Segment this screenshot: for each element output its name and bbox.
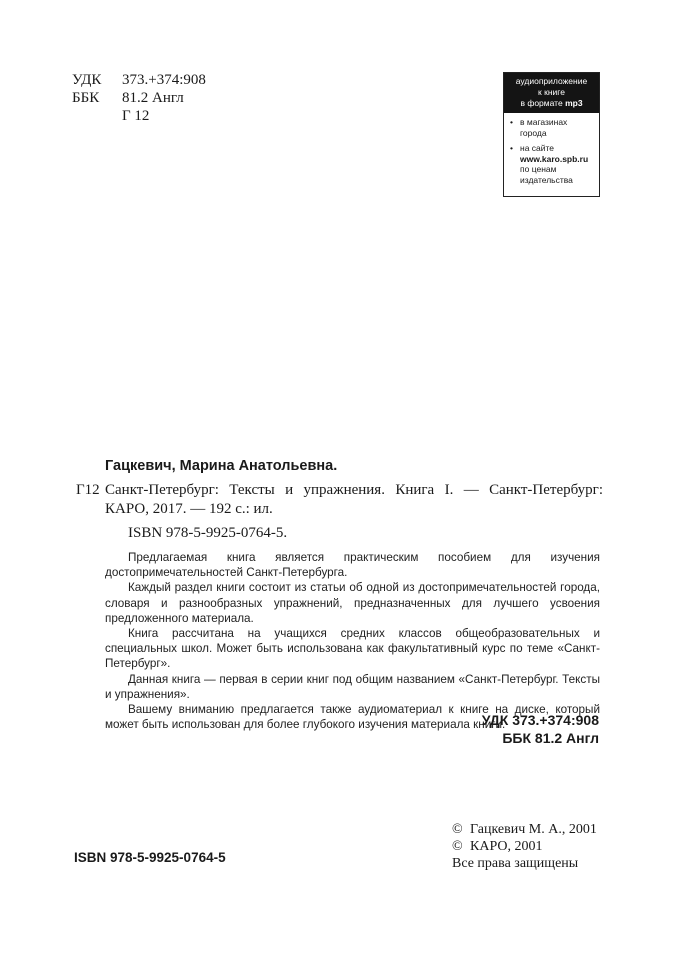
bullet-icon: •	[510, 117, 513, 127]
copyright-block	[452, 821, 597, 872]
author-mark: Г12	[76, 482, 100, 498]
bibliographic-description: Санкт-Петербург: Тексты и упражнения. Книга I. — Санкт-Петербург: КАРО, 2017. — 192 с.: ил.	[105, 482, 603, 517]
udk-value: 373.+374:908	[122, 72, 206, 88]
audio-box-item-website: • на сайте www.karo.spb.ru по ценам издательства	[510, 143, 589, 185]
abstract-paragraph: Каждый раздел книги состоит из статьи об одной из достопримечательностей города, словаря и разнообразных упражнений, предназначенных для лучшего усвоения предложенного материала.	[105, 581, 600, 625]
copyright-rights: Все права защищены	[452, 856, 579, 871]
udk-label: УДК	[72, 72, 102, 88]
abstract-paragraph: Вашему вниманию предлагается также аудиоматериал к книге на диске, который может быть использован для более глубокого изучения материала книги.	[105, 703, 600, 732]
udk-row	[72, 71, 206, 89]
audio-box-line1: аудиоприложение	[515, 76, 588, 86]
copyright-icon: ©	[452, 822, 463, 837]
audio-box-header	[504, 73, 599, 113]
bullet-icon: •	[510, 143, 513, 153]
catalog-isbn: ISBN 978-5-9925-0764-5.	[128, 525, 288, 541]
classification-codes-bold	[482, 711, 599, 747]
audio-box-list	[504, 113, 599, 185]
audio-box-line3: в формате mp3	[520, 98, 583, 108]
abstract-paragraph: Книга рассчитана на учащихся средних классов общеобразовательных и специальных школ. Может быть использована как факультативный курс по теме «Санкт-Петербург».	[105, 627, 600, 671]
bbk-label: ББК	[72, 90, 100, 106]
abstract	[105, 550, 600, 732]
bbk-row	[72, 89, 184, 107]
udk-code-bold: УДК 373.+374:908	[481, 712, 599, 728]
bbk-value: 81.2 Англ	[122, 90, 184, 106]
abstract-paragraph: Данная книга — первая в серии книг под общим названием «Санкт-Петербург. Тексты и упражнения».	[105, 672, 600, 701]
audio-supplement-box	[503, 72, 600, 197]
audio-box-line2: к книге	[538, 87, 565, 97]
bbk-code-bold: ББК 81.2 Англ	[502, 730, 599, 746]
copyright-line-publisher: © КАРО, 2001	[452, 839, 543, 854]
website-link[interactable]: www.karo.spb.ru	[520, 153, 589, 164]
author-name: Гацкевич, Марина Анатольевна.	[105, 458, 338, 474]
copyright-line-author: © Гацкевич М. А., 2001	[452, 822, 597, 837]
author-mark-top: Г 12	[122, 108, 150, 124]
audio-format: mp3	[565, 98, 583, 108]
audio-box-item-stores: • в магазинах города	[510, 117, 568, 138]
isbn-bold: ISBN 978-5-9925-0764-5	[74, 850, 226, 865]
abstract-paragraph: Предлагаемая книга является практическим пособием для изучения достопримечательностей Санкт-Петербурга.	[105, 551, 600, 580]
copyright-icon: ©	[452, 839, 463, 854]
